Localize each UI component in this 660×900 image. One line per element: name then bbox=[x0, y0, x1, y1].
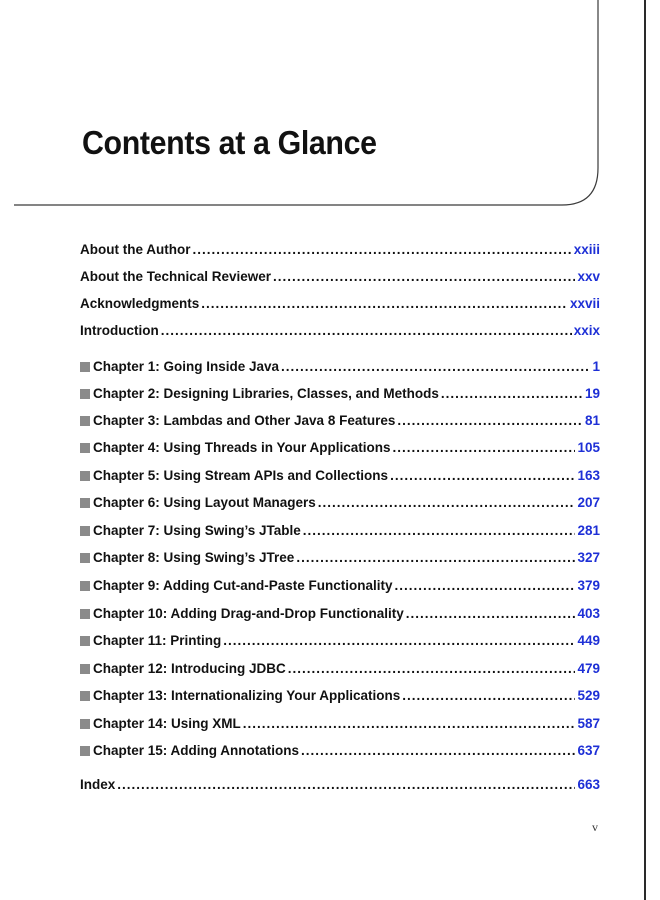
toc-entry-page[interactable]: 105 bbox=[577, 440, 600, 455]
toc-entry-chapter-3[interactable] bbox=[80, 411, 600, 431]
toc-entry-label: Chapter 10: Adding Drag-and-Drop Functionality bbox=[93, 606, 404, 621]
dot-leader bbox=[117, 775, 575, 795]
chapter-bullet-icon bbox=[80, 471, 90, 481]
toc-entry-chapter-9[interactable] bbox=[80, 576, 600, 596]
toc-entry-chapter-5[interactable] bbox=[80, 466, 600, 486]
dot-leader bbox=[201, 294, 568, 314]
toc-entry-page[interactable]: 19 bbox=[584, 386, 600, 401]
chapter-bullet-icon bbox=[80, 526, 90, 536]
toc-entry-page[interactable]: 1 bbox=[592, 359, 600, 374]
chapter-bullet-icon bbox=[80, 389, 90, 399]
toc-entry-chapter-10[interactable] bbox=[80, 604, 600, 624]
toc-entry-chapter-15[interactable] bbox=[80, 741, 600, 761]
chapter-bullet-icon bbox=[80, 416, 90, 426]
toc-entry-label: Chapter 7: Using Swing’s JTable bbox=[93, 523, 301, 538]
dot-leader bbox=[318, 493, 576, 513]
toc-entry-page[interactable]: 449 bbox=[577, 633, 600, 648]
toc-entry-chapter-2[interactable] bbox=[80, 384, 600, 404]
toc-entry-chapter-8[interactable] bbox=[80, 548, 600, 568]
toc-entry-page[interactable]: 637 bbox=[577, 743, 600, 758]
toc-entry-label: Chapter 8: Using Swing’s JTree bbox=[93, 550, 295, 565]
toc-entry-label: Chapter 14: Using XML bbox=[93, 716, 241, 731]
dot-leader bbox=[390, 466, 575, 486]
toc-entry-chapter-7[interactable] bbox=[80, 521, 600, 541]
dot-leader bbox=[296, 548, 575, 568]
toc-entry-page[interactable]: xxv bbox=[577, 269, 600, 284]
toc-entry-label: Chapter 1: Going Inside Java bbox=[93, 359, 280, 374]
dot-leader bbox=[192, 240, 571, 260]
toc-entry-label: Acknowledgments bbox=[80, 296, 200, 311]
toc-entry-page[interactable]: 379 bbox=[577, 578, 600, 593]
dot-leader bbox=[273, 267, 575, 287]
toc-entry-chapter-12[interactable] bbox=[80, 659, 600, 679]
toc-entry-page[interactable]: xxix bbox=[573, 323, 600, 338]
toc-entry-label: Chapter 11: Printing bbox=[93, 633, 222, 648]
dot-leader bbox=[402, 686, 575, 706]
dot-leader bbox=[301, 741, 575, 761]
page-title: Contents at a Glance bbox=[82, 124, 377, 161]
toc-entry-page[interactable]: 81 bbox=[584, 413, 600, 428]
dot-leader bbox=[397, 411, 583, 431]
chapter-bullet-icon bbox=[80, 664, 90, 674]
toc-entry-acknowledgments[interactable] bbox=[80, 294, 600, 314]
dot-leader bbox=[281, 357, 590, 377]
chapter-bullet-icon bbox=[80, 609, 90, 619]
toc-entry-chapter-6[interactable] bbox=[80, 493, 600, 513]
dot-leader bbox=[161, 321, 572, 341]
toc-entry-page[interactable]: 163 bbox=[577, 468, 600, 483]
toc-entry-page[interactable]: xxvii bbox=[569, 296, 600, 311]
toc-entry-page[interactable]: 327 bbox=[577, 550, 600, 565]
toc-entry-label: Chapter 9: Adding Cut-and-Paste Functionality bbox=[93, 578, 393, 593]
toc-entry-label: Chapter 3: Lambdas and Other Java 8 Features bbox=[93, 413, 396, 428]
chapter-bullet-icon bbox=[80, 719, 90, 729]
chapter-bullet-icon bbox=[80, 691, 90, 701]
toc-entry-introduction[interactable] bbox=[80, 321, 600, 341]
toc-entry-label: Chapter 2: Designing Libraries, Classes, and Methods bbox=[93, 386, 439, 401]
toc-entry-page[interactable]: xxiii bbox=[573, 242, 600, 257]
chapter-bullet-icon bbox=[80, 498, 90, 508]
dot-leader bbox=[395, 576, 576, 596]
toc-entry-chapter-13[interactable] bbox=[80, 686, 600, 706]
page-folio: v bbox=[592, 820, 598, 834]
toc-entry-page[interactable]: 587 bbox=[577, 716, 600, 731]
toc-entry-label: About the Technical Reviewer bbox=[80, 269, 272, 284]
toc-entry-label: Chapter 12: Introducing JDBC bbox=[93, 661, 286, 676]
chapter-bullet-icon bbox=[80, 362, 90, 372]
toc-entry-page[interactable]: 663 bbox=[577, 777, 600, 792]
dot-leader bbox=[243, 714, 576, 734]
dot-leader bbox=[393, 438, 576, 458]
toc-entry-index[interactable] bbox=[80, 775, 600, 795]
toc-entry-chapter-1[interactable] bbox=[80, 357, 600, 377]
chapter-bullet-icon bbox=[80, 636, 90, 646]
title-frame bbox=[0, 0, 660, 220]
dot-leader bbox=[223, 631, 575, 651]
dot-leader bbox=[441, 384, 583, 404]
toc-entry-label: Index bbox=[80, 777, 116, 792]
toc-entry-label: About the Author bbox=[80, 242, 191, 257]
toc-entry-page[interactable]: 207 bbox=[577, 495, 600, 510]
toc-entry-page[interactable]: 403 bbox=[577, 606, 600, 621]
toc-entry-label: Chapter 13: Internationalizing Your Applications bbox=[93, 688, 401, 703]
chapter-bullet-icon bbox=[80, 553, 90, 563]
toc-entry-label: Chapter 5: Using Stream APIs and Collections bbox=[93, 468, 389, 483]
toc-entry-technical-reviewer[interactable] bbox=[80, 267, 600, 287]
toc-entry-label: Chapter 15: Adding Annotations bbox=[93, 743, 299, 758]
toc-entry-chapter-14[interactable] bbox=[80, 714, 600, 734]
chapter-bullet-icon bbox=[80, 581, 90, 591]
dot-leader bbox=[303, 521, 576, 541]
toc-entry-page[interactable]: 479 bbox=[577, 661, 600, 676]
toc-entry-chapter-11[interactable] bbox=[80, 631, 600, 651]
chapter-bullet-icon bbox=[80, 443, 90, 453]
toc-entry-label: Introduction bbox=[80, 323, 159, 338]
toc-entry-label: Chapter 6: Using Layout Managers bbox=[93, 495, 316, 510]
toc-entry-chapter-4[interactable] bbox=[80, 438, 600, 458]
toc-entry-label: Chapter 4: Using Threads in Your Applications bbox=[93, 440, 391, 455]
toc-entry-page[interactable]: 529 bbox=[577, 688, 600, 703]
toc-entry-page[interactable]: 281 bbox=[577, 523, 600, 538]
chapter-bullet-icon bbox=[80, 746, 90, 756]
toc-entry-about-author[interactable] bbox=[80, 240, 600, 260]
dot-leader bbox=[406, 604, 576, 624]
dot-leader bbox=[288, 659, 576, 679]
